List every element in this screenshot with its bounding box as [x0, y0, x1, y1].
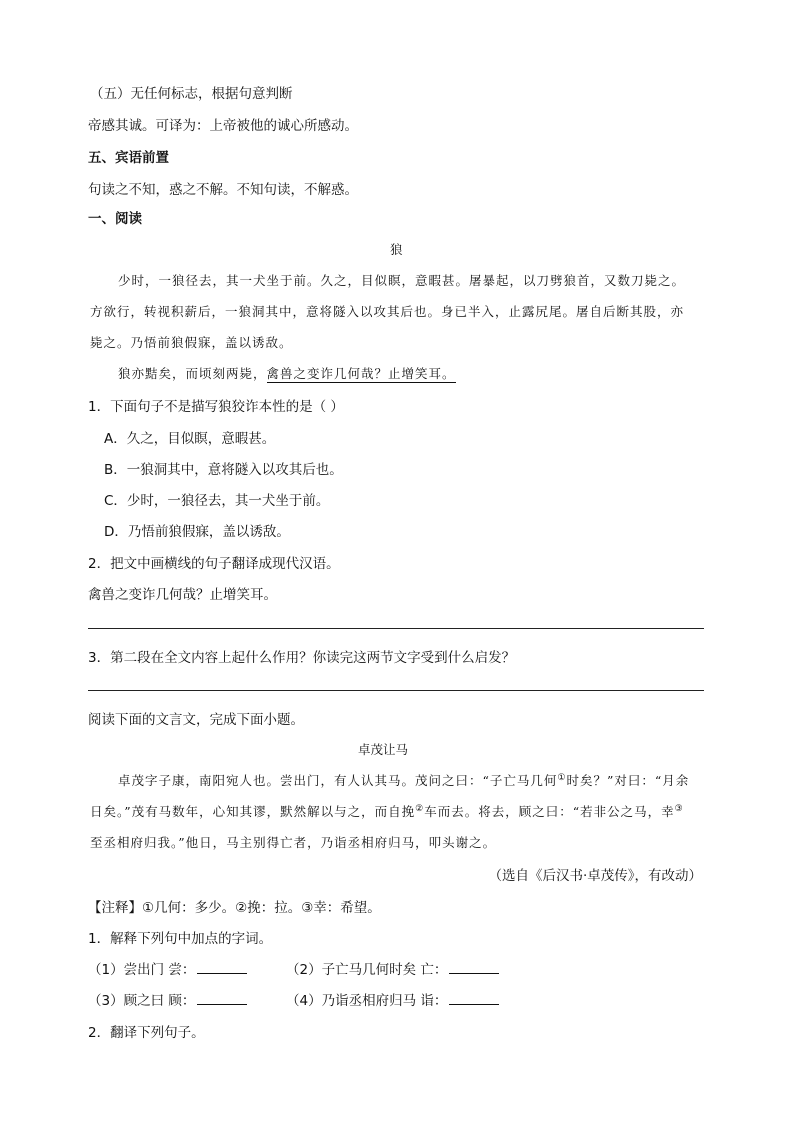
- answer-blank[interactable]: [197, 992, 247, 1005]
- section-heading: 五、宾语前置: [88, 150, 169, 166]
- reading-heading: 一、阅读: [88, 211, 142, 227]
- answer-line: [88, 690, 704, 691]
- passage-text: 卓茂字子康，南阳宛人也。尝出门，有人认其马。茂问之曰：“子亡马几何: [118, 773, 558, 788]
- vocab-label: （4）乃诣丞相府归马 诣：: [286, 993, 448, 1009]
- passage-text: 日矣。”茂有马数年，心知其谬，默然解以与之，而自挽: [90, 804, 416, 819]
- example-sentence: 句读之不知，惑之不解。不知句读，不解惑。: [88, 182, 358, 198]
- example-sentence: 帝感其诚。可译为：上帝被他的诚心所感动。: [88, 118, 358, 134]
- vocab-item: [286, 958, 499, 978]
- passage-title: 狼: [390, 242, 403, 257]
- vocab-label: （1）尝出门 尝：: [88, 962, 196, 978]
- question: 2．翻译下列句子。: [88, 1025, 205, 1041]
- passage-title: 卓茂让马: [358, 742, 409, 757]
- vocab-item: [88, 958, 247, 978]
- vocab-item: [286, 989, 499, 1009]
- question-sentence: 禽兽之变诈几何哉？止增笑耳。: [88, 587, 277, 603]
- instruction: 阅读下面的文言文，完成下面小题。: [88, 712, 304, 728]
- passage-line: 至丞相府归我。”他日，马主别得亡者，乃诣丞相府归马，叩头谢之。: [90, 835, 497, 850]
- passage-line: 方欲行，转视积薪后，一狼洞其中，意将隧入以攻其后也。身已半入，止露尻尾。屠自后断其股，亦: [90, 304, 685, 319]
- passage-text: 狼亦黠矣，而顷刻两毙，: [118, 366, 267, 381]
- vocab-item: [88, 989, 247, 1009]
- option-b: B．一狼洞其中，意将隧入以攻其后也。: [104, 462, 343, 478]
- option-a: A．久之，目似瞑，意暇甚。: [104, 431, 276, 447]
- answer-line: [88, 628, 704, 629]
- answer-blank[interactable]: [449, 992, 499, 1005]
- footnote-marker: ③: [674, 803, 684, 814]
- footnote-marker: ①: [557, 772, 567, 783]
- question: 2．把文中画横线的句子翻译成现代汉语。: [88, 556, 340, 572]
- vocab-label: （2）子亡马几何时矣 亡：: [286, 962, 448, 978]
- option-d: D．乃悟前狼假寐，盖以诱敌。: [104, 524, 290, 540]
- underlined-sentence: 禽兽之变诈几何哉？止增笑耳。: [266, 366, 456, 381]
- question: 3．第二段在全文内容上起什么作用？你读完这两节文字受到什么启发？: [88, 650, 516, 666]
- section-subheading: （五）无任何标志，根据句意判断: [90, 86, 293, 102]
- passage-text: 车而去。将去，顾之曰：“若非公之马，幸: [424, 804, 675, 819]
- source-citation: （选自《后汉书·卓茂传》，有改动）: [488, 868, 702, 884]
- option-c: C．少时，一狼径去，其一犬坐于前。: [104, 493, 330, 509]
- footnote-marker: ②: [415, 803, 425, 814]
- question: 1．解释下列句中加点的字词。: [88, 931, 273, 947]
- answer-blank[interactable]: [197, 961, 247, 974]
- passage-line: [118, 771, 689, 789]
- question: 1．下面句子不是描写狼狡诈本性的是（ ）: [88, 399, 344, 415]
- passage-line: [118, 364, 456, 382]
- annotation: 【注释】①几何：多少。②挽：拉。③幸：希望。: [88, 900, 381, 916]
- passage-text: 时矣？”对曰：“月余: [566, 773, 690, 788]
- vocab-label: （3）顾之曰 顾：: [88, 993, 196, 1009]
- passage-line: [90, 802, 684, 820]
- answer-blank[interactable]: [449, 961, 499, 974]
- passage-line: 少时，一狼径去，其一犬坐于前。久之，目似瞑，意暇甚。屠暴起，以刀劈狼首，又数刀毙之。: [118, 273, 686, 288]
- passage-line: 毙之。乃悟前狼假寐，盖以诱敌。: [90, 335, 293, 350]
